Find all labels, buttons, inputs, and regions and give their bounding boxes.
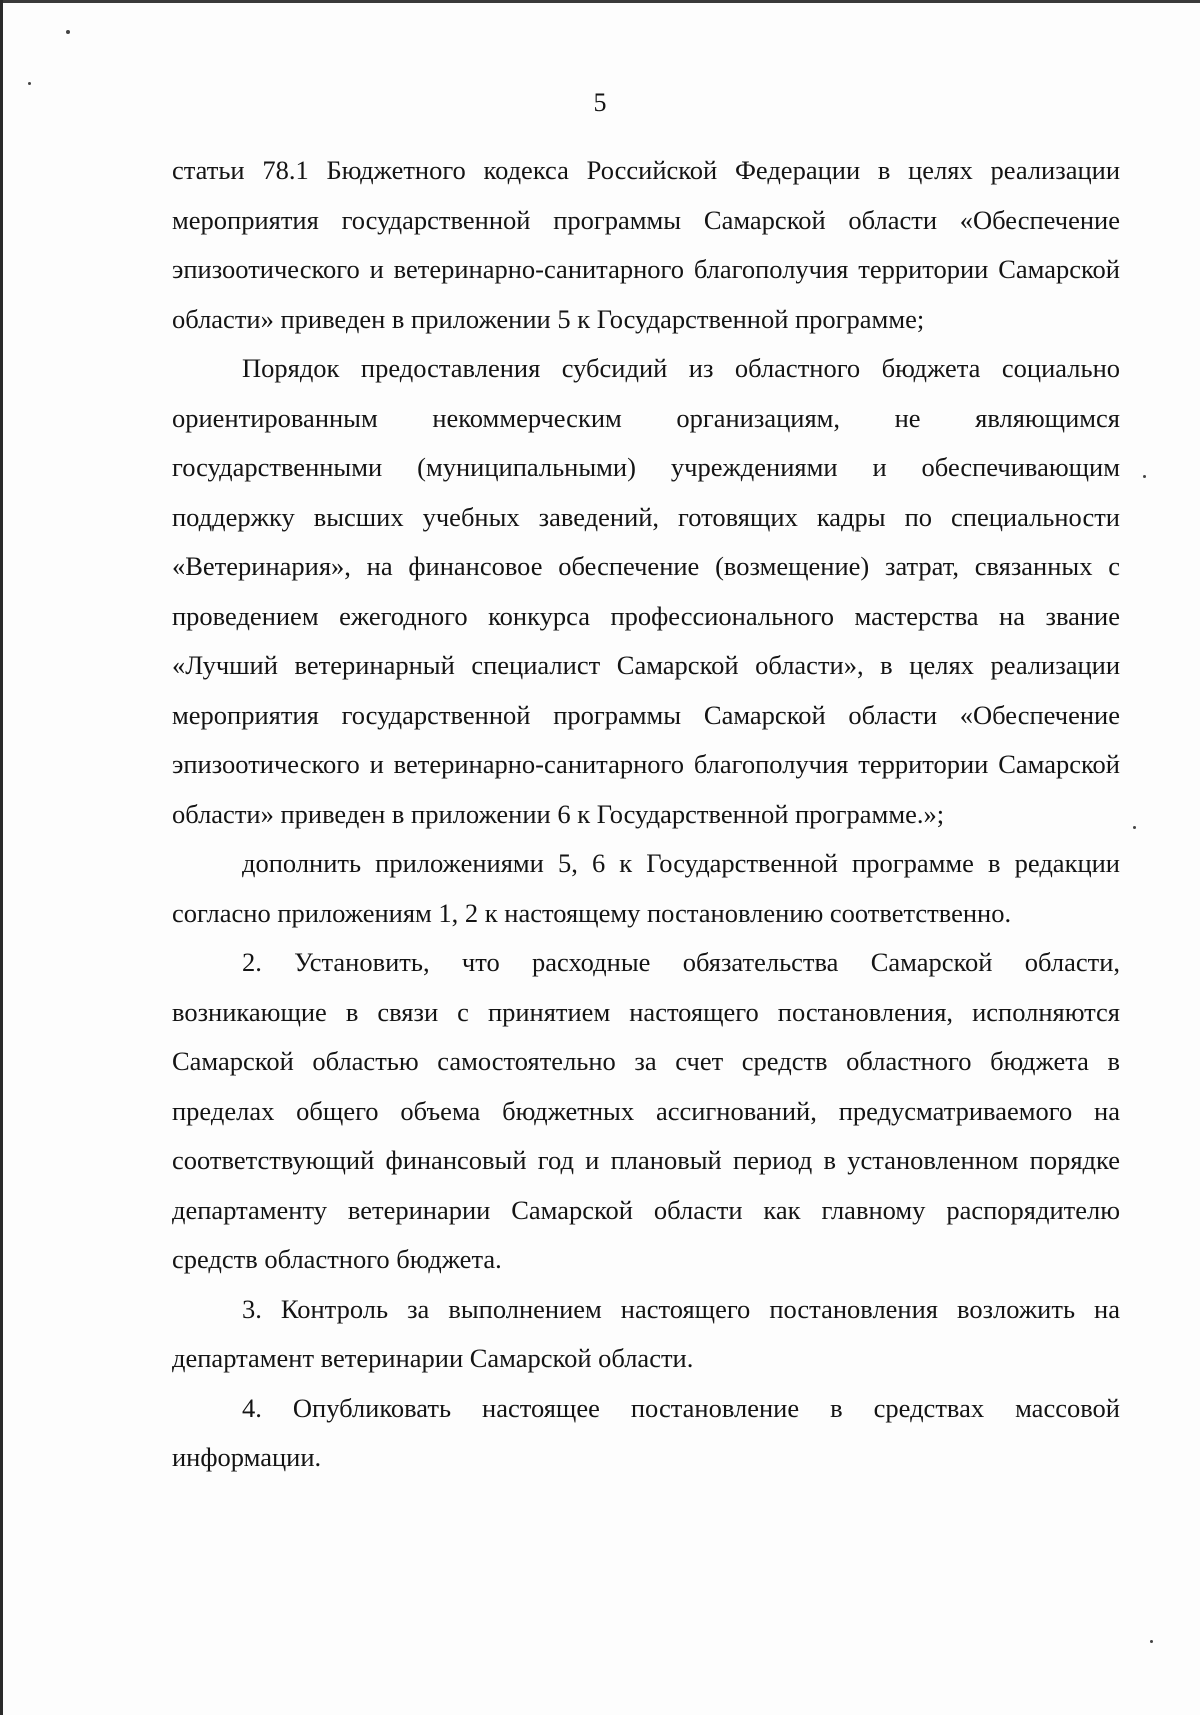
paragraph-item-2: 2. Установить, что расходные обязательства Самарской области, возникающие в связи с принятием настоящего постановления, исполняются Самарской областью самостоятельно за счет средств областного бюджета в пределах общего объема бюджетных ассигнований, предусматриваемого на соответствующий финансовый год и плановый период в установленном порядке департаменту ветеринарии Самарской области как главному распорядителю средств областного бюджета. <box>172 947 1120 1274</box>
page-number: 5 <box>593 88 607 117</box>
scan-speck <box>1143 475 1146 478</box>
paragraph-item-3: 3. Контроль за выполнением настоящего постановления возложить на департамент ветеринарии Самарской области. <box>172 1293 1120 1373</box>
paragraph-supplement-appendices: дополнить приложениями 5, 6 к Государственной программе в редакции согласно приложениям 1, 2 к настоящему постановлению соответственно. <box>172 848 1120 928</box>
scan-speck <box>28 82 31 85</box>
paragraph-subsidy-order: Порядок предоставления субсидий из областного бюджета социально ориентированным некоммерческим организациям, не являющимся государственными (муниципальными) учреждениями и обеспечивающим поддержку высших учебных заведений, готовящих кадры по специальности «Ветеринария», на финансовое обеспечение (возмещение) затрат, связанных с проведением ежегодного конкурса профессионального мастерства на звание «Лучший ветеринарный специалист Самарской области», в целях реализации мероприятия государственной программы Самарской области «Обеспечение эпизоотического и ветеринарно-санитарного благополучия территории Самарской области» приведен в приложении 6 к Государственной программе.»; <box>172 353 1120 829</box>
document-body <box>172 146 1120 1483</box>
paragraph-continuation: статьи 78.1 Бюджетного кодекса Российской Федерации в целях реализации мероприятия государственной программы Самарской области «Обеспечение эпизоотического и ветеринарно-санитарного благополучия территории Самарской области» приведен в приложении 5 к Государственной программе; <box>172 155 1120 334</box>
scan-speck <box>66 30 70 34</box>
scan-left-edge <box>0 0 3 1715</box>
scan-top-edge <box>0 0 1200 3</box>
scan-speck <box>1133 826 1136 829</box>
paragraph-item-4: 4. Опубликовать настоящее постановление в средствах массовой информации. <box>172 1392 1120 1472</box>
scan-speck <box>1150 1640 1153 1643</box>
